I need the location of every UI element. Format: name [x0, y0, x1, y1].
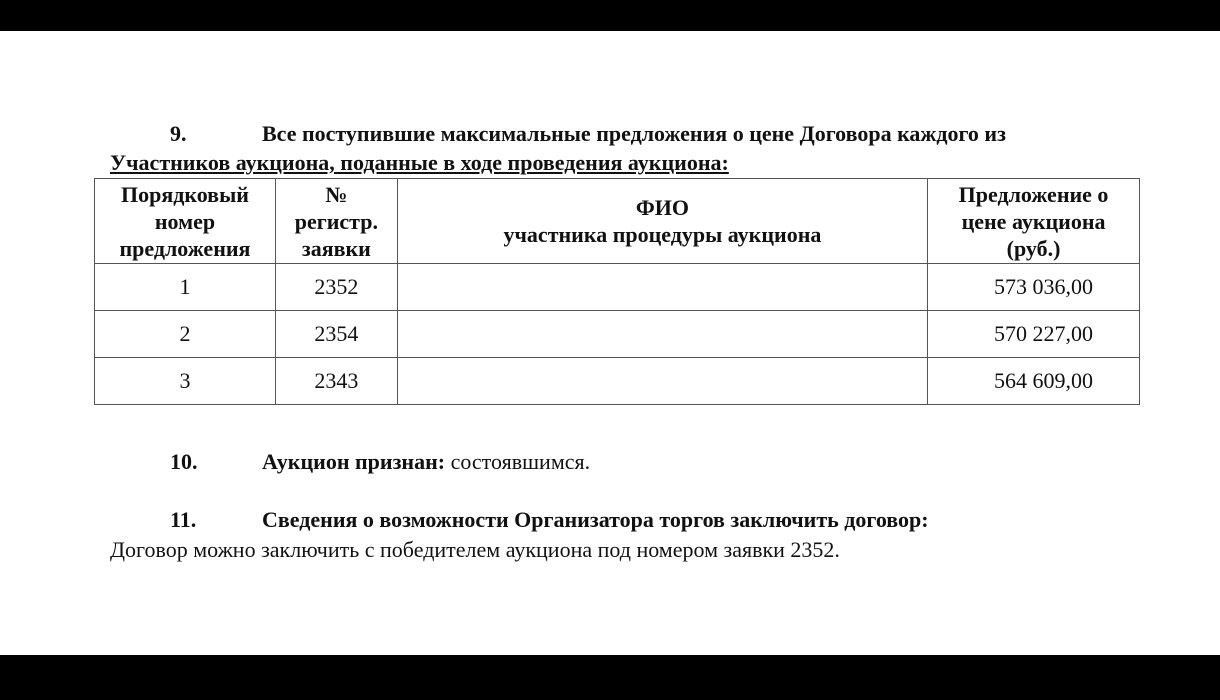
table-header-row	[95, 179, 1140, 264]
offers-table	[94, 178, 1140, 405]
section-11-text: Договор можно заключить с победителем аукциона под номером заявки 2352.	[110, 537, 840, 562]
cell-order: 1	[95, 264, 276, 311]
cell-name	[397, 311, 927, 358]
header-price-line1: Предложение о	[958, 181, 1109, 207]
section-11-heading: Сведения о возможности Организатора торгов заключить договор:	[262, 507, 929, 532]
section-11-number: 11.	[170, 507, 197, 532]
cell-name	[397, 358, 927, 405]
top-letterbox-bar	[0, 0, 1220, 31]
header-reg-line3: заявки	[301, 235, 371, 261]
cell-reg: 2352	[275, 264, 397, 311]
header-order-line3: предложения	[119, 235, 251, 261]
table-row	[95, 358, 1140, 405]
document-page	[0, 31, 1220, 655]
cell-order: 3	[95, 358, 276, 405]
bottom-letterbox-bar	[0, 655, 1220, 700]
cell-price: 570 227,00	[928, 311, 1140, 358]
header-order-line2: номер	[154, 208, 216, 234]
header-price-offer	[928, 179, 1140, 264]
section-10-line	[262, 449, 590, 475]
header-price-line3: (руб.)	[1006, 235, 1061, 261]
header-reg-line2: регистр.	[294, 208, 378, 234]
cell-order: 2	[95, 311, 276, 358]
section-9-number: 9.	[170, 121, 187, 146]
cell-price: 573 036,00	[928, 264, 1140, 311]
section-10-label: Аукцион признан:	[262, 449, 446, 474]
table-row	[95, 311, 1140, 358]
section-10-number: 10.	[170, 449, 198, 474]
header-reg-line1: №	[325, 181, 348, 207]
header-registration-number	[275, 179, 397, 264]
section-9-heading-line2: Участников аукциона, поданные в ходе проведения аукциона:	[110, 150, 729, 175]
header-name-line1: ФИО	[635, 195, 690, 220]
section-9-heading-line1: Все поступившие максимальные предложения о цене Договора каждого из	[262, 121, 1006, 146]
cell-reg: 2354	[275, 311, 397, 358]
cell-name	[397, 264, 927, 311]
header-order-line1: Порядковый	[120, 181, 249, 207]
header-name-line2: участника процедуры аукциона	[503, 222, 822, 247]
cell-reg: 2343	[275, 358, 397, 405]
section-10-value: состоявшимся.	[450, 449, 591, 474]
cell-price: 564 609,00	[928, 358, 1140, 405]
header-participant-name	[397, 179, 927, 264]
header-order-number	[95, 179, 276, 264]
table-row	[95, 264, 1140, 311]
header-price-line2: цене аукциона	[961, 208, 1106, 234]
